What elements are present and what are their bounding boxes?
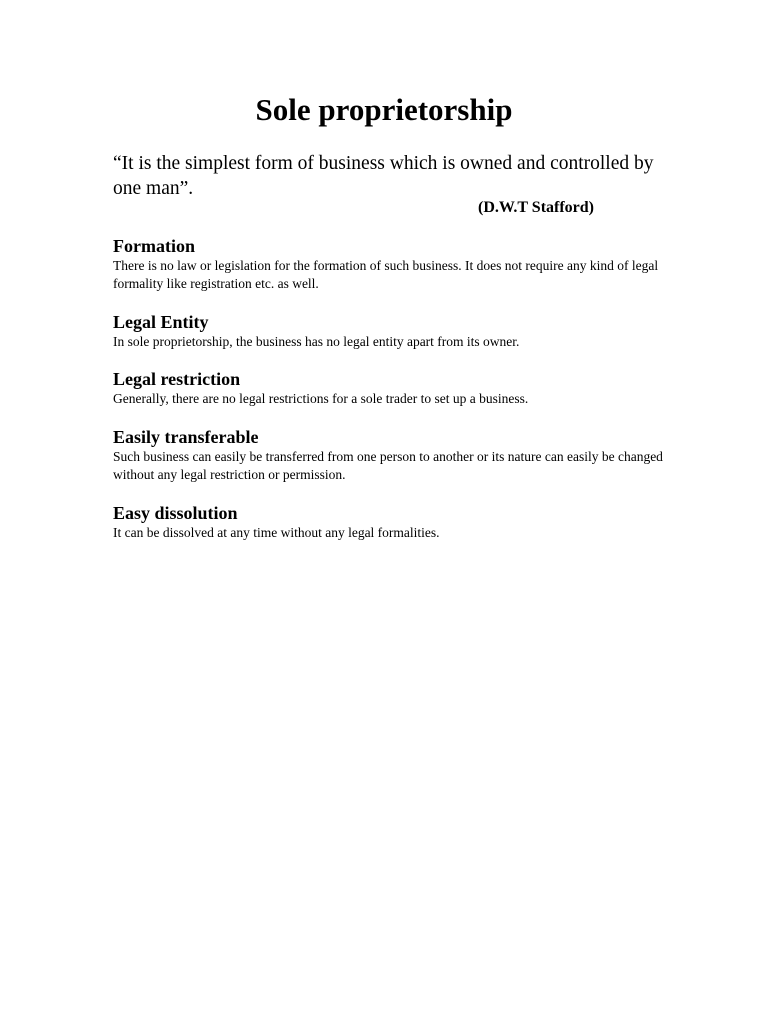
section-text: Such business can easily be transferred from one person to another or its nature can easily be changed without any legal restriction or permission. <box>113 449 663 482</box>
section-text: In sole proprietorship, the business has no legal entity apart from its owner. <box>113 334 520 349</box>
section-easily-transferable <box>113 426 673 483</box>
page-title: Sole proprietorship <box>255 92 513 127</box>
quote-attribution: (D.W.T Stafford) <box>478 199 595 216</box>
section-legal-restriction <box>113 368 673 408</box>
section-heading: Legal restriction <box>113 369 241 389</box>
section-formation <box>113 235 673 292</box>
section-easy-dissolution <box>113 502 673 542</box>
definition-quote: “It is the simplest form of business which is owned and controlled by one man”. <box>113 153 654 199</box>
section-text: Generally, there are no legal restrictions for a sole trader to set up a business. <box>113 391 529 406</box>
section-heading: Easy dissolution <box>113 503 238 523</box>
section-heading: Formation <box>113 236 195 256</box>
section-legal-entity <box>113 311 673 351</box>
section-heading: Legal Entity <box>113 312 209 332</box>
section-text: It can be dissolved at any time without any legal formalities. <box>113 525 440 540</box>
section-text: There is no law or legislation for the formation of such business. It does not require any kind of legal formality like registration etc. as well. <box>113 258 659 291</box>
section-heading: Easily transferable <box>113 427 259 447</box>
